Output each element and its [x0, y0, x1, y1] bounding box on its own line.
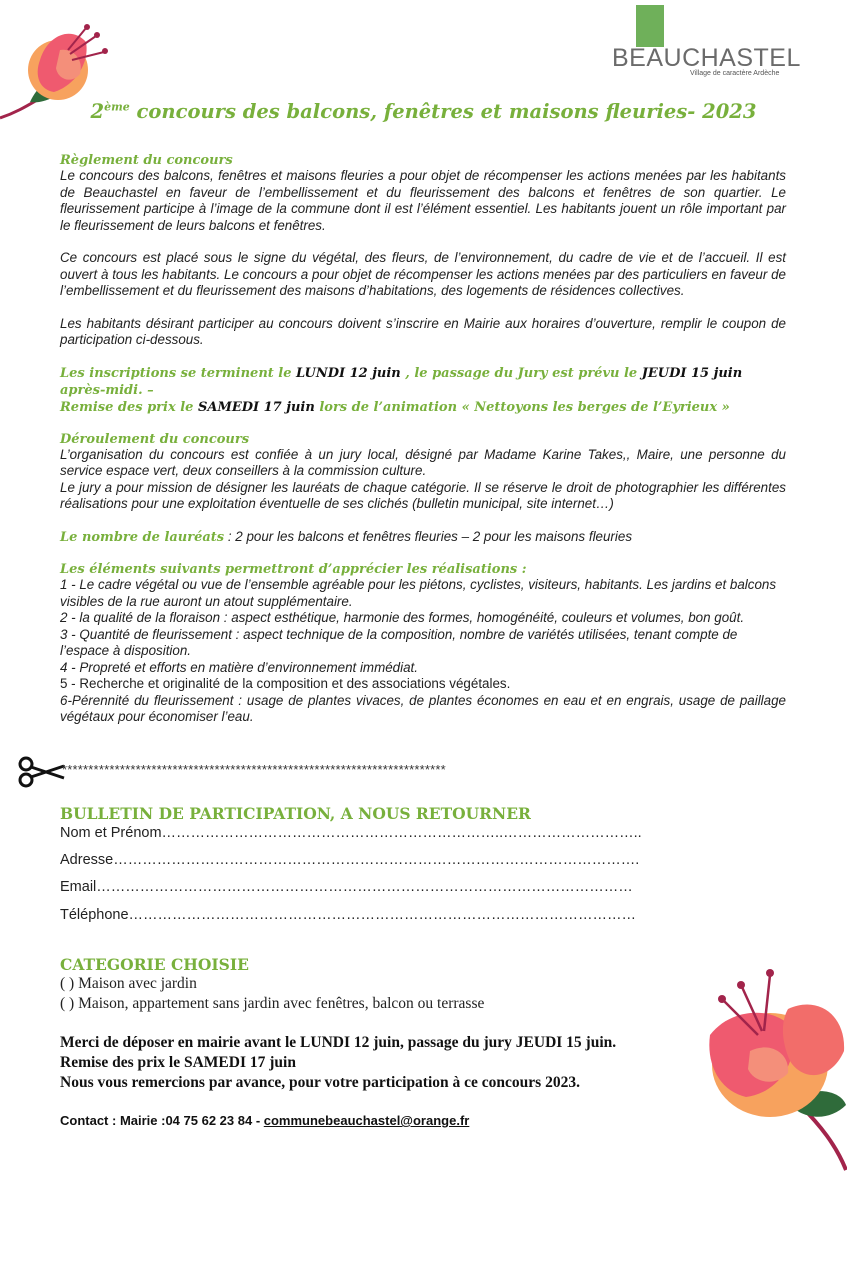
field-telephone: Téléphone…………………………………………………………………………………………… — [60, 907, 637, 923]
contact-email-link[interactable]: communebeauchastel@orange.fr — [263, 1113, 470, 1128]
criteres-heading: Les éléments suivants permettront d’apprécier les réalisations : — [60, 562, 527, 577]
cut-line: ************************************************************************* — [62, 762, 446, 777]
critere-item: 5 - Recherche et originalité de la composition et des associations végétales. — [60, 676, 511, 691]
laureats-paragraph — [60, 529, 786, 547]
field-email: Email………………………………………………………………………………………………… — [60, 879, 633, 895]
critere-item: 6-Pérennité du fleurissement : usage de plantes vivaces, de plantes économes en eau et en engrais, usage de paillage végétaux pour économiser l’eau. — [60, 692, 786, 724]
dates-text-3: après-midi. – — [60, 382, 154, 398]
dates-text-4: Remise des prix le — [60, 399, 198, 415]
logo-accent-bar — [636, 5, 664, 47]
deroulement-heading: Déroulement du concours — [60, 431, 250, 447]
contact-label: Contact : Mairie :04 75 62 23 84 - — [60, 1113, 264, 1128]
closing-line: Merci de déposer en mairie avant le LUNDI 12 juin, passage du jury JEUDI 15 juin. — [60, 1034, 617, 1051]
categorie-option-sans-jardin: ( ) Maison, appartement sans jardin avec fenêtres, balcon ou terrasse — [60, 995, 485, 1012]
flower-bottom-right-icon — [700, 965, 847, 1175]
critere-item: 2 - la qualité de la floraison : aspect esthétique, harmonie des formes, homogénéité, couleurs et volumes, bon goût. — [60, 610, 745, 625]
date-jury: JEUDI 15 juin — [641, 365, 743, 381]
deroulement-paragraph-2: Le jury a pour mission de désigner les lauréats de chaque catégorie. Il se réserve le droit de photographier les différentes réalisations pour une exploitation éventuelle de ses clichés (bulletin municipal, site internet…) — [60, 479, 786, 511]
field-nom-prenom: Nom et Prénom……………………………………………………………..……………………….. — [60, 825, 642, 841]
categorie-heading: CATEGORIE CHOISIE — [60, 955, 249, 974]
scissors-icon — [18, 756, 66, 788]
title-text: concours des balcons, fenêtres et maisons fleuries- 2023 — [129, 100, 757, 123]
critere-item: 4 - Propreté et efforts en matière d’environnement immédiat. — [60, 659, 418, 675]
laureats-label: Le nombre de lauréats — [60, 529, 225, 545]
field-adresse: Adresse………………………………………………………………………………………………. — [60, 852, 640, 868]
dates-paragraph — [60, 365, 786, 416]
reglement-paragraph-3: Les habitants désirant participer au concours doivent s’inscrire en Mairie aux horaires d’ouverture, remplir le coupon de participation ci-dessous. — [60, 315, 786, 347]
deroulement-paragraph-1: L’organisation du concours est confiée à un jury local, désigné par Madame Karine Takes,, Maire, une personne du service espace vert, deux conseillers à la commission culture. — [60, 446, 786, 478]
closing-line: Nous vous remercions par avance, pour votre participation à ce concours 2023. — [60, 1074, 580, 1091]
critere-item: 1 - Le cadre végétal ou vue de l’ensemble agréable pour les piétons, cyclistes, visiteurs, habitants. Les jardins et balcons visibles de la rue auront un atout supplémentaire. — [60, 577, 777, 609]
title-ordinal: 2 — [90, 100, 105, 123]
date-inscriptions: LUNDI 12 juin — [296, 365, 401, 381]
categorie-option-jardin: ( ) Maison avec jardin — [60, 975, 197, 992]
laureats-text: : 2 pour les balcons et fenêtres fleuries – 2 pour les maisons fleuries — [224, 528, 633, 544]
logo-tagline: Village de caractère Ardèche — [690, 70, 780, 77]
logo-name: BEAUCHASTEL — [612, 44, 801, 72]
closing-line: Remise des prix le SAMEDI 17 juin — [60, 1054, 296, 1071]
date-remise: SAMEDI 17 juin — [197, 399, 315, 415]
contact-line — [60, 1113, 469, 1128]
title-ordinal-suffix: ème — [104, 100, 130, 114]
page-title — [0, 100, 847, 123]
reglement-paragraph-1: Le concours des balcons, fenêtres et maisons fleuries a pour objet de récompenser les actions menées par les habitants de Beauchastel en faveur de l’embellissement et du fleurissement des balcons et fenêtres de son quartier. Le fleurissement participe à l’image de la commune dont il est l’élément essentiel. Les habitants jouent un rôle important par le fleurissement de leurs balcons et fenêtres. — [60, 168, 786, 233]
rules-body — [60, 153, 786, 726]
critere-item: 3 - Quantité de fleurissement : aspect technique de la composition, nombre de variétés utilisées, tenant compte de l’espace à disposition. — [60, 626, 738, 658]
reglement-paragraph-2: Ce concours est placé sous le signe du végétal, des fleurs, de l’environnement, du cadre de vie et de l’accueil. Il est ouvert à tous les habitants. Le concours a pour objet de récompenser les actions menées par des particuliers en faveur de l’embellissement et du fleurissement des maisons d’habitations, des logements de résidences collectives. — [60, 250, 786, 298]
dates-text-5: lors de l’animation « Nettoyons les berges de l’Eyrieux » — [314, 399, 730, 415]
dates-text-1: Les inscriptions se terminent le — [60, 365, 297, 381]
reglement-heading: Règlement du concours — [60, 153, 233, 168]
bulletin-heading: BULLETIN DE PARTICIPATION, A NOUS RETOURNER — [60, 804, 531, 823]
dates-text-2: , le passage du Jury est prévu le — [400, 365, 642, 381]
